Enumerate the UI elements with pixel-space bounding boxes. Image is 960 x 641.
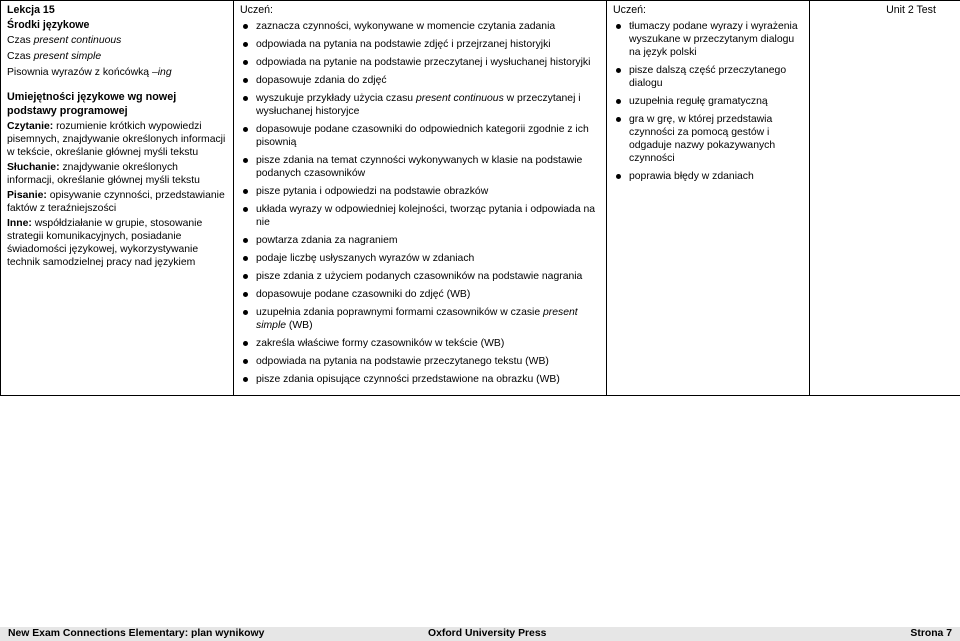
list-item: wyszukuje przykłady użycia czasu present continuous w przeczytanej i wysłuchanej historyjce [240,92,600,118]
table-row [1,1,960,396]
list-item: pisze zdania na temat czynności wykonywanych w klasie na podstawie podanych czasowników [240,154,600,180]
list-item: układa wyrazy w odpowiedniej kolejności, tworząc pytania i odpowiada na nie [240,203,600,229]
page-footer [0,627,960,641]
skills-heading: Umiejętności językowe wg nowej podstawy programowej [7,91,177,117]
unit-test-label: Unit 2 Test [886,4,936,16]
language-item: Czas present continuous [7,35,122,47]
test-cell [810,1,960,396]
skill-listening: Słuchanie: znajdywanie określonych informacji, określanie głównej myśli tekstu [7,161,200,186]
list-item: poprawia błędy w zdaniach [613,170,803,183]
list-item: odpowiada na pytania na podstawie zdjęć i przejrzanej historyjki [240,38,600,51]
list-item: tłumaczy podane wyrazy i wyrażenia wyszukane w przeczytanym dialogu na język polski [613,20,803,59]
list-item: dopasowuje podane czasowniki do odpowiednich kategorii zgodnie z ich pisownią [240,123,600,149]
requirements-list [613,20,803,183]
list-item: uzupełnia regułę gramatyczną [613,95,803,108]
list-item: zaznacza czynności, wykonywane w momencie czytania zadania [240,20,600,33]
list-item: podaje liczbę usłyszanych wyrazów w zdaniach [240,252,600,265]
footer-title: New Exam Connections Elementary: plan wynikowy [8,628,265,639]
basic-requirements-cell [234,1,607,396]
footer-page-number: Strona 7 [910,628,952,639]
footer-publisher: Oxford University Press [428,628,547,639]
language-item: Pisownia wyrazów z końcówką –ing [7,67,172,79]
list-item: pisze zdania z użyciem podanych czasowników na podstawie nagrania [240,270,600,283]
column-heading: Uczeń: [613,4,646,16]
skill-reading: Czytanie: rozumienie krótkich wypowiedzi pisemnych, znajdywanie określonych informacji w tekście, określanie głównej myśli tekstu [7,120,226,158]
list-item: uzupełnia zdania poprawnymi formami czasowników w czasie present simple (WB) [240,306,600,332]
extended-requirements-cell [607,1,810,396]
list-item: dopasowuje podane czasowniki do zdjęć (WB) [240,288,600,301]
lesson-title: Lekcja 15 [7,4,55,16]
language-item: Czas present simple [7,51,102,63]
requirements-list [240,20,600,386]
list-item: gra w grę, w której przedstawia czynności za pomocą gestów i odgaduje nazwy pokazywanych czynności [613,113,803,165]
language-heading: Środki językowe [7,19,90,32]
skill-writing: Pisanie: opisywanie czynności, przedstawianie faktów z teraźniejszości [7,189,225,214]
list-item: odpowiada na pytanie na podstawie przeczytanej i wysłuchanej historyjki [240,56,600,69]
skill-other: Inne: współdziałanie w grupie, stosowanie strategii komunikacyjnych, posiadanie świadomości językowej, wykorzystywanie technik samodzielnej pracy nad językiem [7,217,203,268]
lesson-cell [1,1,234,396]
list-item: dopasowuje zdania do zdjęć [240,74,600,87]
list-item: odpowiada na pytania na podstawie przeczytanego tekstu (WB) [240,355,600,368]
list-item: pisze dalszą część przeczytanego dialogu [613,64,803,90]
list-item: pisze zdania opisujące czynności przedstawione na obrazku (WB) [240,373,600,386]
list-item: pisze pytania i odpowiedzi na podstawie obrazków [240,185,600,198]
list-item: powtarza zdania za nagraniem [240,234,600,247]
list-item: zakreśla właściwe formy czasowników w tekście (WB) [240,337,600,350]
column-heading: Uczeń: [240,4,273,16]
